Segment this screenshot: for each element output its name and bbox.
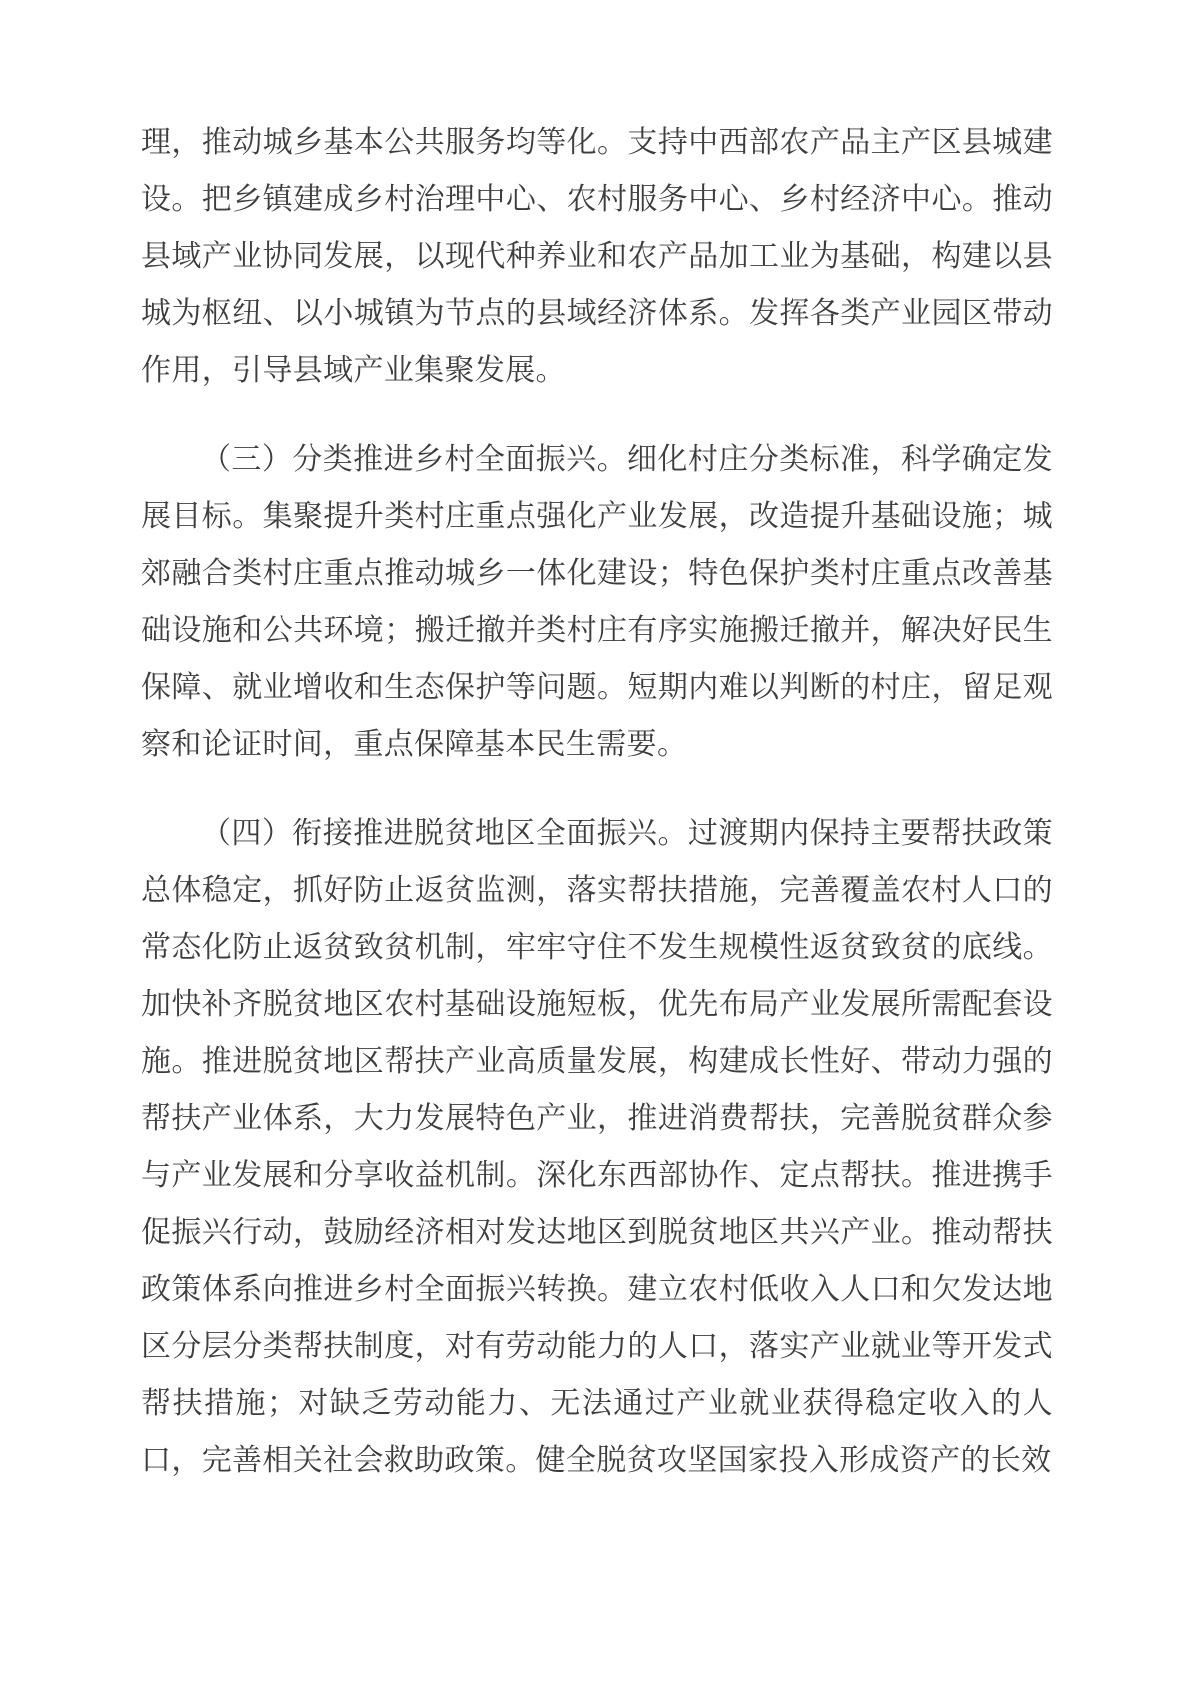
paragraph-section-4: （四）衔接推进脱贫地区全面振兴。过渡期内保持主要帮扶政策总体稳定，抓好防止返贫监测，落实帮扶措施，完善覆盖农村人口的常态化防止返贫致贫机制，牢牢守住不发生规模性返贫致贫的底线。加快补齐脱贫地区农村基础设施短板，优先布局产业发展所需配套设施。推进脱贫地区帮扶产业高质量发展，构建成长性好、带动力强的帮扶产业体系，大力发展特色产业，推进消费帮扶，完善脱贫群众参与产业发展和分享收益机制。深化东西部协作、定点帮扶。推进携手促振兴行动，鼓励经济相对发达地区到脱贫地区共兴产业。推动帮扶政策体系向推进乡村全面振兴转换。建立农村低收入人口和欠发达地区分层分类帮扶制度，对有劳动能力的人口，落实产业就业等开发式帮扶措施；对缺乏劳动能力、无法通过产业就业获得稳定收入的人口，完善相关社会救助政策。健全脱贫攻坚国家投入形成资产的长效 [141,817,1053,1477]
document-body [141,114,1053,1489]
paragraph-continuation: 理，推动城乡基本公共服务均等化。支持中西部农产品主产区县城建设。把乡镇建成乡村治理中心、农村服务中心、乡村经济中心。推动县域产业协同发展，以现代种养业和农产品加工业为基础，构建以县城为枢纽、以小城镇为节点的县域经济体系。发挥各类产业园区带动作用，引导县域产业集聚发展。 [141,126,1053,387]
paragraph-section-3: （三）分类推进乡村全面振兴。细化村庄分类标准，科学确定发展目标。集聚提升类村庄重点强化产业发展，改造提升基础设施；城郊融合类村庄重点推动城乡一体化建设；特色保护类村庄重点改善基础设施和公共环境；搬迁撤并类村庄有序实施搬迁撤并，解决好民生保障、就业增收和生态保护等问题。短期内难以判断的村庄，留足观察和论证时间，重点保障基本民生需要。 [141,443,1053,761]
